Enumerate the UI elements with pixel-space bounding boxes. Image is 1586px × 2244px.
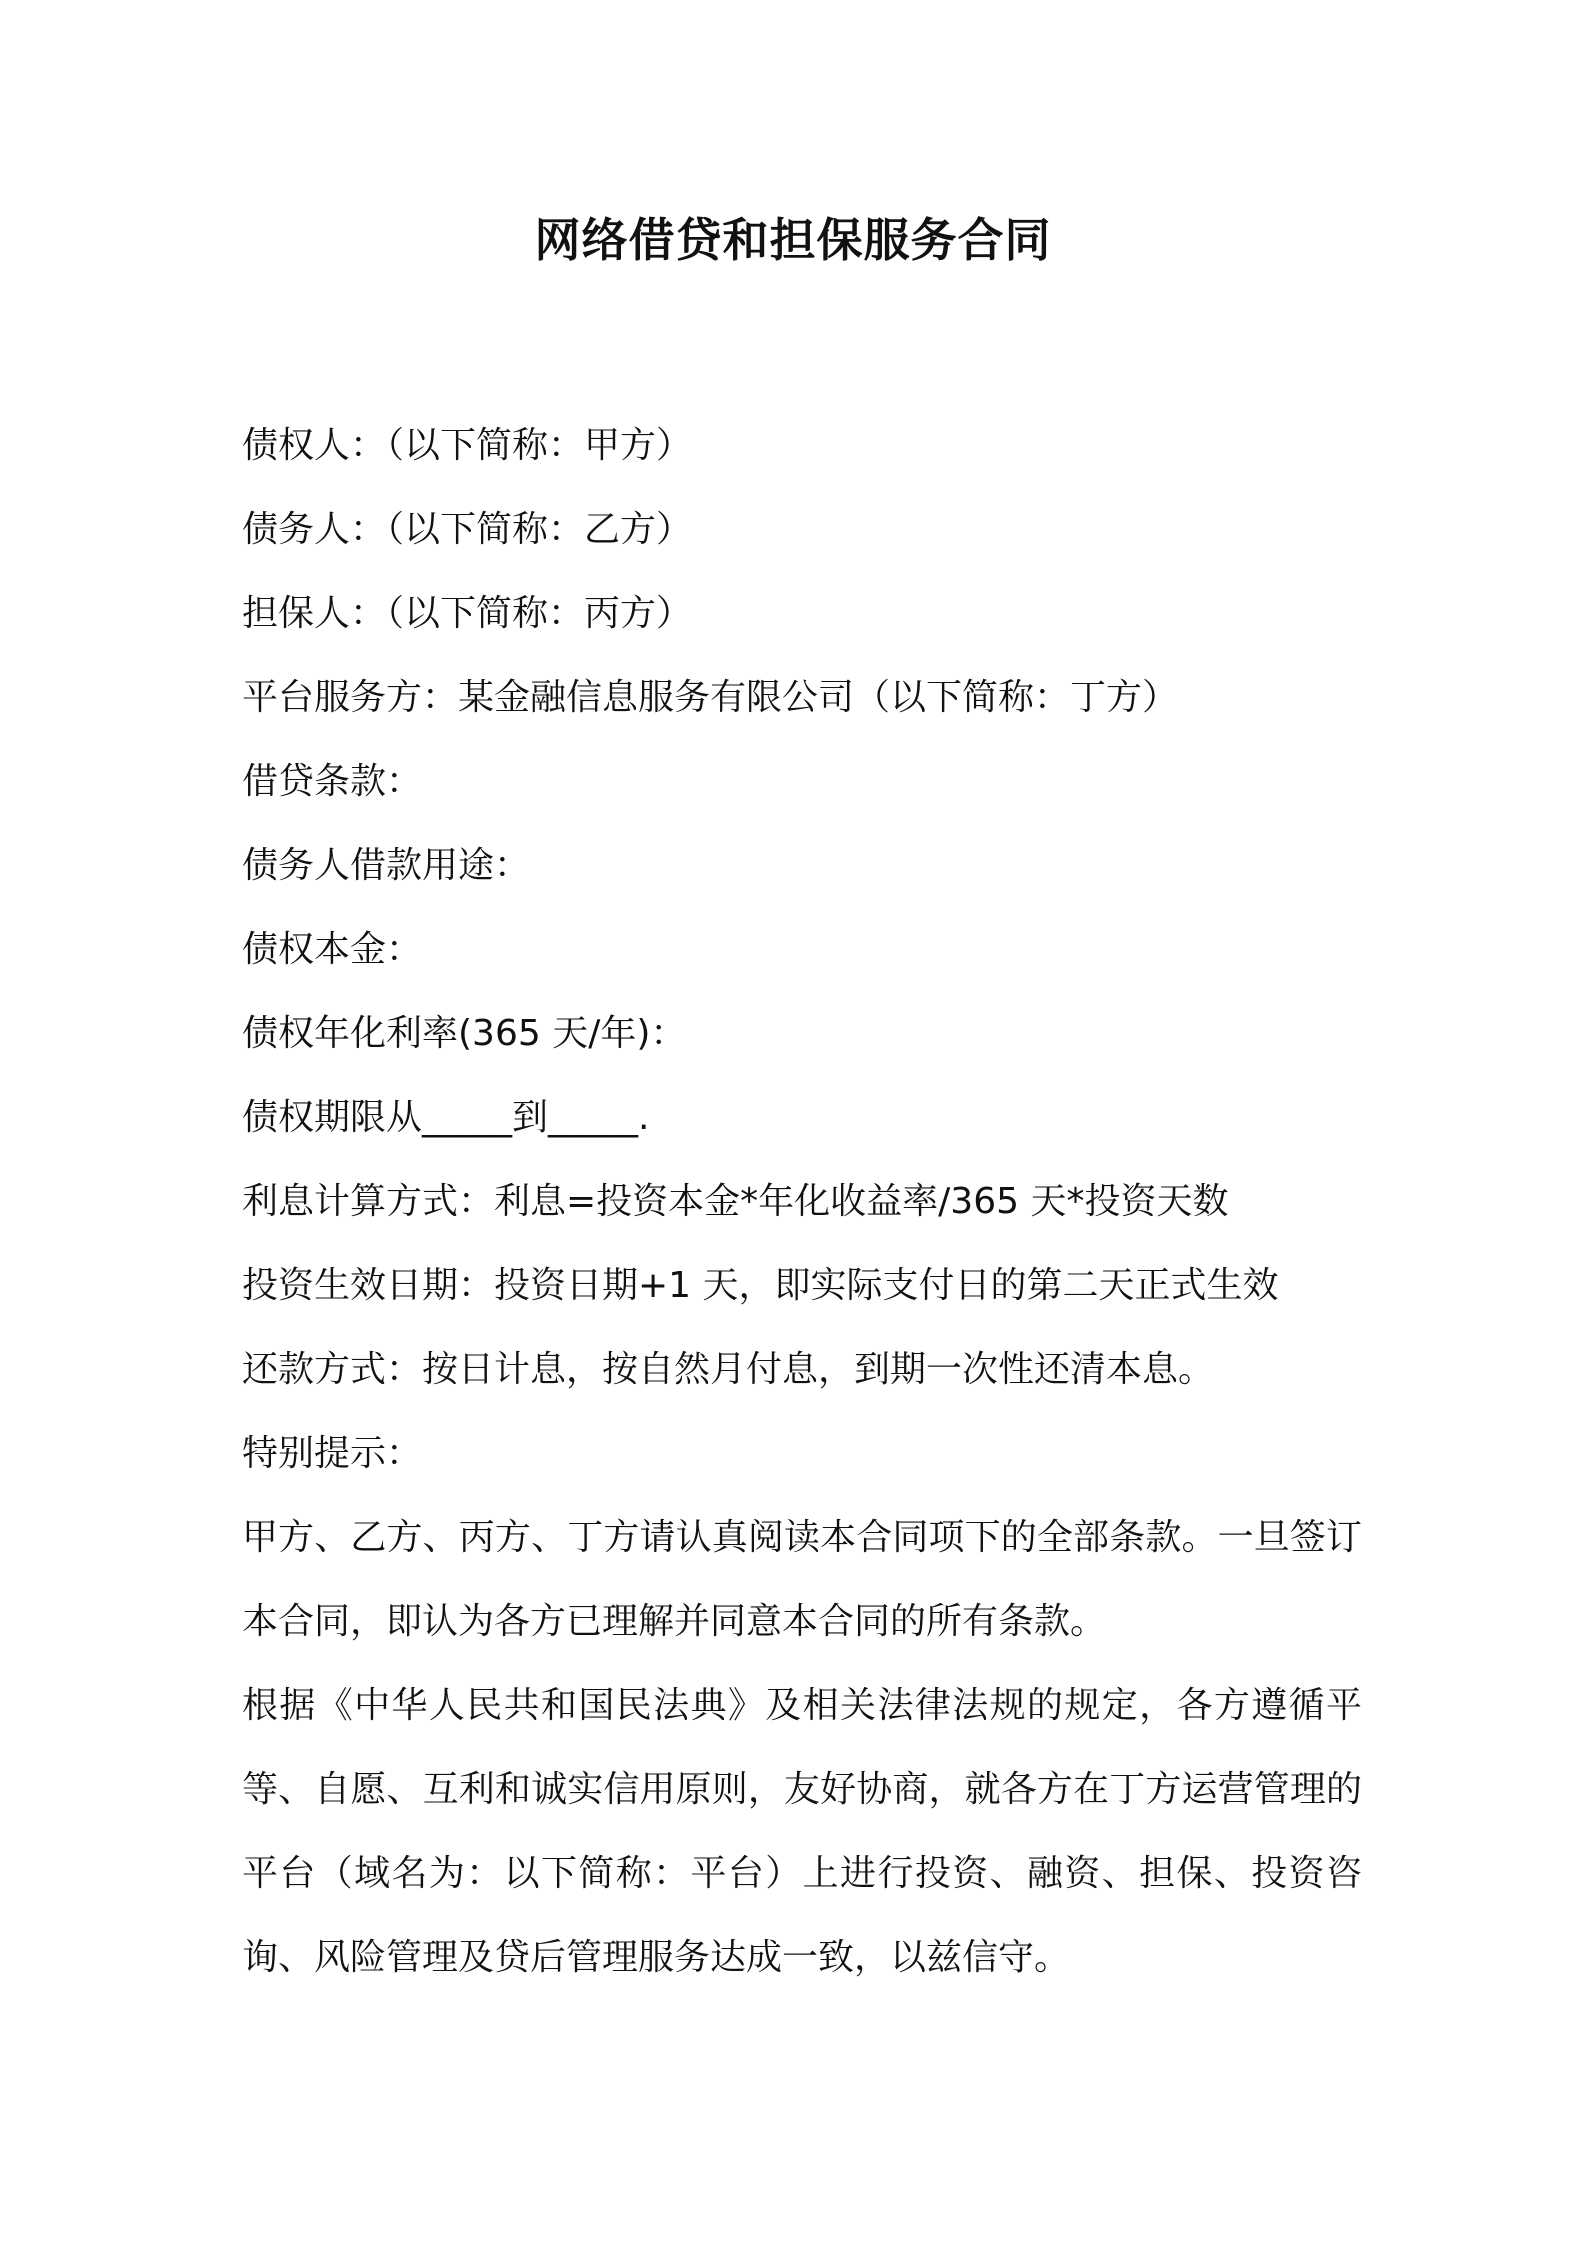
party-debtor: 债务人：（以下简称：乙方） — [242, 509, 693, 550]
party-platform: 平台服务方：某金融信息服务有限公司（以下简称：丁方） — [242, 677, 1179, 718]
loan-terms-heading: 借贷条款： — [242, 761, 423, 802]
party-creditor: 债权人：（以下简称：甲方） — [242, 425, 693, 466]
document-body — [242, 404, 1362, 2000]
loan-term: 债权期限从_____到_____. — [242, 1097, 650, 1138]
investment-effective-date: 投资生效日期：投资日期+1 天，即实际支付日的第二天正式生效 — [242, 1265, 1279, 1306]
document-title: 网络借贷和担保服务合同 — [534, 213, 1052, 267]
loan-purpose: 债务人借款用途： — [242, 845, 531, 886]
notice-paragraph-2: 根据《中华人民共和国民法典》及相关法律法规的规定，各方遵循平等、自愿、互利和诚实信用原则，友好协商，就各方在丁方运营管理的平台（域名为：以下简称：平台）上进行投资、融资、担保、投资咨询、风险管理及贷后管理服务达成一致，以兹信守。 — [242, 1685, 1362, 1978]
loan-principal: 债权本金： — [242, 929, 423, 970]
loan-annual-rate: 债权年化利率(365 天/年)： — [242, 1013, 687, 1054]
notice-paragraph-1: 甲方、乙方、丙方、丁方请认真阅读本合同项下的全部条款。一旦签订本合同，即认为各方已理解并同意本合同的所有条款。 — [242, 1517, 1362, 1642]
repayment-method: 还款方式：按日计息，按自然月付息，到期一次性还清本息。 — [242, 1349, 1215, 1390]
interest-calculation: 利息计算方式：利息=投资本金*年化收益率/365 天*投资天数 — [242, 1181, 1229, 1222]
special-notice-heading: 特别提示： — [242, 1433, 423, 1474]
party-guarantor: 担保人：（以下简称：丙方） — [242, 593, 693, 634]
